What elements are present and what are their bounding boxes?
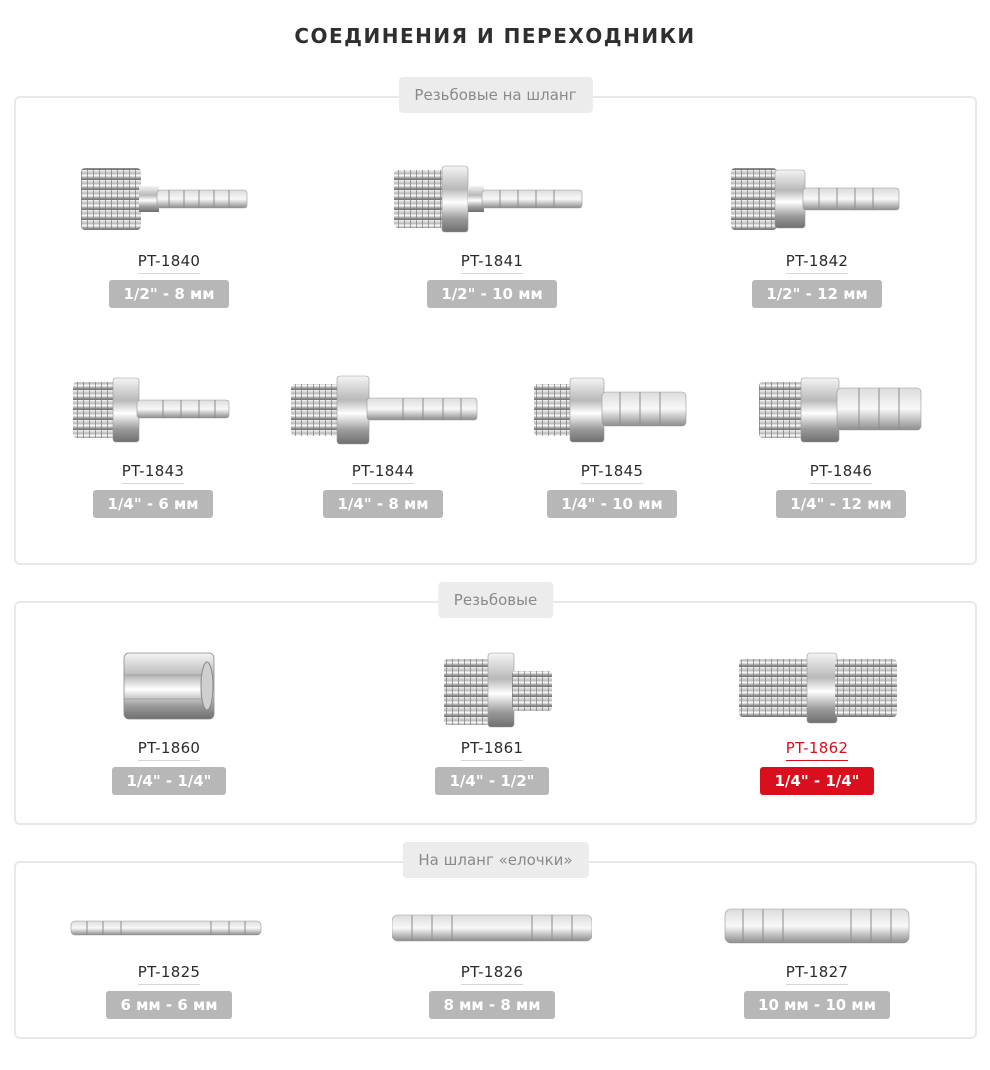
size-badge[interactable]: 1/4" - 1/2" <box>435 767 548 795</box>
hose-barb-fitting-icon[interactable] <box>392 150 592 250</box>
product-card <box>392 895 592 1019</box>
hose-barb-fitting-icon[interactable] <box>53 360 253 460</box>
product-card <box>283 360 483 518</box>
product-card <box>512 360 712 518</box>
section-tab-threaded-hose: Резьбовые на шланг <box>398 77 592 113</box>
hose-connector-icon[interactable] <box>392 895 592 961</box>
section-threaded <box>14 591 977 825</box>
product-code[interactable]: PT-1843 <box>122 462 185 484</box>
size-badge[interactable]: 1/4" - 12 мм <box>776 490 905 518</box>
product-code[interactable]: PT-1825 <box>138 963 201 985</box>
hose-barb-fitting-icon[interactable] <box>512 360 712 460</box>
product-code[interactable]: PT-1827 <box>786 963 849 985</box>
reducer-nipple-icon[interactable] <box>392 637 592 737</box>
product-card <box>69 150 269 308</box>
product-code[interactable]: PT-1841 <box>461 252 524 274</box>
product-card <box>392 637 592 795</box>
product-card <box>741 360 941 518</box>
hex-coupling-icon[interactable] <box>69 637 269 737</box>
size-badge[interactable]: 6 мм - 6 мм <box>106 991 231 1019</box>
size-badge[interactable]: 1/4" - 8 мм <box>323 490 442 518</box>
size-badge[interactable]: 1/4" - 1/4" <box>112 767 225 795</box>
section-tab-threaded: Резьбовые <box>438 582 553 618</box>
hose-connector-icon[interactable] <box>69 895 269 961</box>
product-card <box>69 895 269 1019</box>
section-tab-hose-barb: На шланг «елочки» <box>402 842 588 878</box>
size-badge[interactable]: 1/4" - 10 мм <box>547 490 676 518</box>
product-card <box>53 360 253 518</box>
size-badge[interactable]: 10 мм - 10 мм <box>744 991 890 1019</box>
size-badge[interactable]: 1/2" - 10 мм <box>427 280 556 308</box>
product-card <box>69 637 269 795</box>
hose-connector-icon[interactable] <box>717 895 917 961</box>
size-badge[interactable]: 1/2" - 8 мм <box>109 280 228 308</box>
product-code[interactable]: PT-1861 <box>461 739 524 761</box>
product-code[interactable]: PT-1842 <box>786 252 849 274</box>
product-code[interactable]: PT-1846 <box>810 462 873 484</box>
hose-barb-fitting-icon[interactable] <box>283 360 483 460</box>
size-badge[interactable]: 1/4" - 1/4" <box>760 767 873 795</box>
product-card <box>717 150 917 308</box>
product-code[interactable]: PT-1844 <box>352 462 415 484</box>
product-card <box>392 150 592 308</box>
page-title: СОЕДИНЕНИЯ И ПЕРЕХОДНИКИ <box>294 24 696 48</box>
hose-barb-fitting-icon[interactable] <box>741 360 941 460</box>
product-code[interactable]: PT-1862 <box>786 739 849 761</box>
product-card <box>717 637 917 795</box>
section-threaded-hose <box>14 86 977 565</box>
product-code[interactable]: PT-1860 <box>138 739 201 761</box>
product-code[interactable]: PT-1845 <box>581 462 644 484</box>
size-badge[interactable]: 1/4" - 6 мм <box>93 490 212 518</box>
product-code[interactable]: PT-1840 <box>138 252 201 274</box>
hose-barb-fitting-icon[interactable] <box>69 150 269 250</box>
product-card <box>717 895 917 1019</box>
size-badge[interactable]: 1/2" - 12 мм <box>752 280 881 308</box>
section-hose-barb <box>14 851 977 1039</box>
product-code[interactable]: PT-1826 <box>461 963 524 985</box>
double-nipple-icon[interactable] <box>717 637 917 737</box>
hose-barb-fitting-icon[interactable] <box>717 150 917 250</box>
size-badge[interactable]: 8 мм - 8 мм <box>429 991 554 1019</box>
